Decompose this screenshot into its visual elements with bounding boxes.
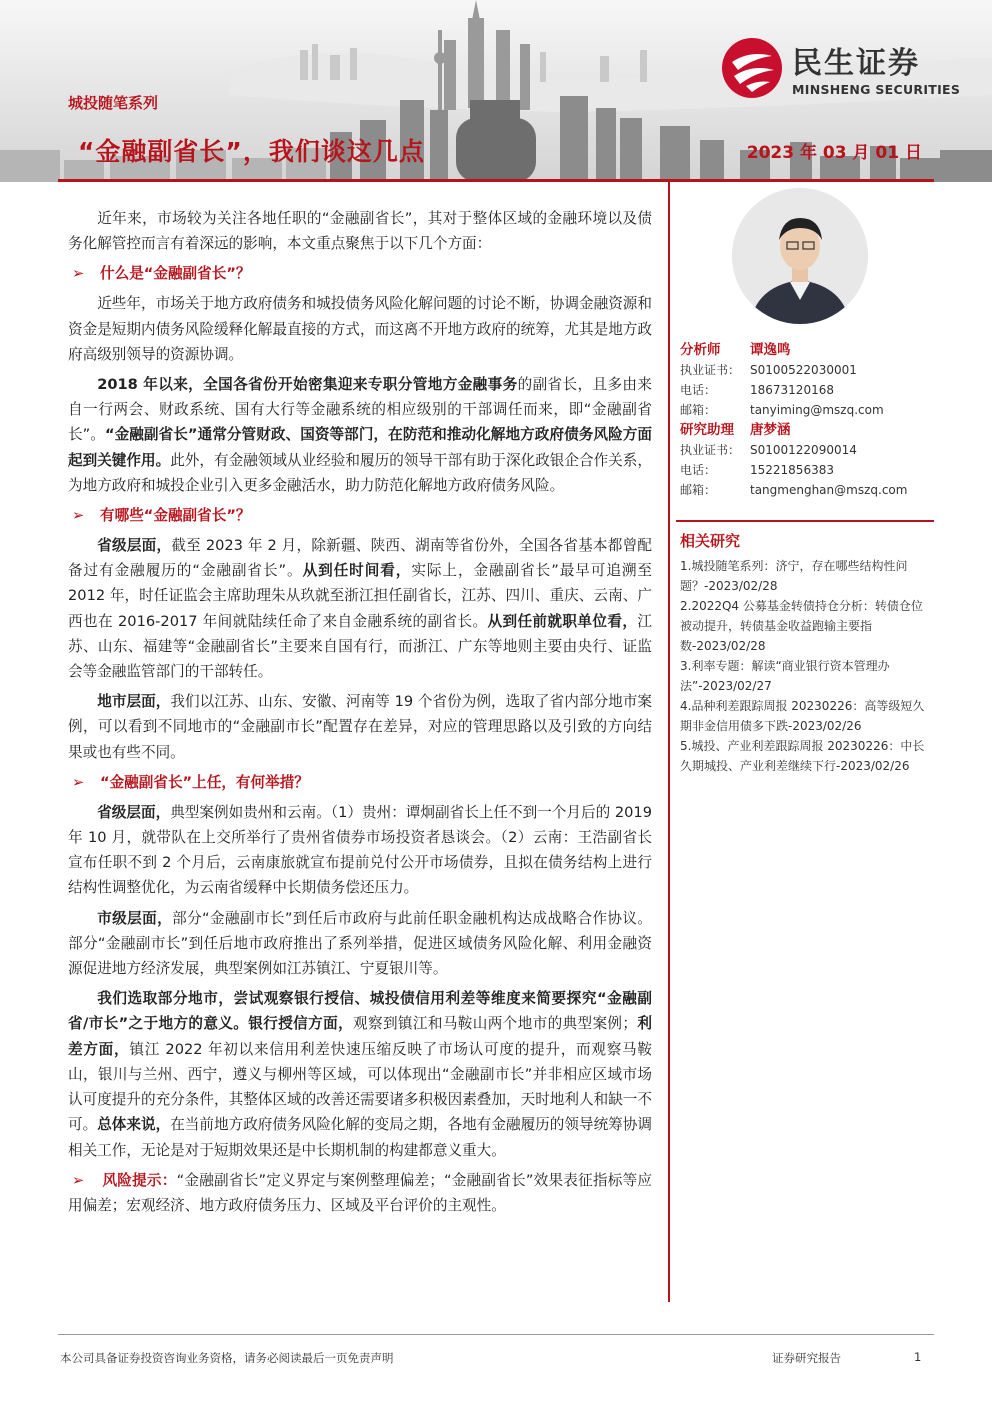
report-title: “金融副省长”，我们谈这几点 <box>78 137 425 166</box>
analyst-phone: 18673120168 <box>750 383 834 397</box>
section-heading-1 <box>68 261 652 286</box>
phone-label: 电话： <box>680 383 717 397</box>
sidebar-divider <box>676 520 934 522</box>
report-date: 2023 年 03 月 01 日 <box>746 143 922 163</box>
paragraph: 2018 年以来，全国各省份开始密集迎来专职分管地方金融事务的副省长，且多由来自一行两会、财政系统、国有大行等金融系统的相应级别的干部调任而来，即“金融副省长”。“金融副省长”通常分管财政、国资等部门，在防范和推动化解地方政府债务风险方面起到关键作用。此外，有金融领域从业经验和履历的领导干部有助于深化政银企合作关系，为地方政府和城投企业引入更多金融活水，助力防范化解地方政府债务风险。 <box>68 376 653 494</box>
paragraph: 市级层面，部分“金融副市长”到任后市政府与此前任职金融机构达成战略合作协议。部分“金融副市长”到任后地市政府推出了系列举措，促进区域债务风险化解、利用金融资源促进地方经济发展，典型案例如江苏镇江、宁夏银川等。 <box>68 909 652 978</box>
minsheng-logo-icon <box>720 36 784 100</box>
arrow-bullet-icon: ➢ <box>72 773 85 791</box>
analyst-label: 分析师 <box>680 342 721 358</box>
report-header <box>0 0 992 182</box>
risk-text: “金融副省长”定义界定与案例整理偏差；“金融副省长”效果表征指标等应用偏差；宏观经济、地方政府债务压力、区域及平台评价的主观性。 <box>68 1171 652 1214</box>
analyst-photo <box>732 188 868 324</box>
logo-chinese-name: 民生证券 <box>792 46 920 81</box>
analyst-email[interactable]: tanyiming@mszq.com <box>750 403 884 417</box>
section-heading-text: 什么是“金融副省长”？ <box>100 265 251 283</box>
phone-label: 电话： <box>680 463 717 477</box>
section-heading-text: 有哪些“金融副省长”？ <box>100 507 251 525</box>
cert-label: 执业证书： <box>680 363 741 377</box>
assistant-email[interactable]: tangmenghan@mszq.com <box>750 483 908 497</box>
footer-report-type: 证券研究报告 <box>772 1351 841 1365</box>
analyst-name: 谭逸鸣 <box>750 342 791 358</box>
page-number: 1 <box>914 1350 922 1364</box>
arrow-bullet-icon: ➢ <box>72 265 85 283</box>
assistant-label: 研究助理 <box>680 422 734 438</box>
paragraph: 近些年，市场关于地方政府债务和城投债务风险化解问题的讨论不断，协调金融资源和资金是短期内债务风险缓释化解最直接的方式，而这离不开地方政府的统筹，尤其是地方政府高级别领导的资源协调。 <box>68 295 652 363</box>
header-divider <box>58 179 934 182</box>
footer-disclaimer: 本公司具备证券投资咨询业务资格，请务必阅读最后一页免责声明 <box>60 1351 394 1365</box>
assistant-phone: 15221856383 <box>750 463 834 477</box>
related-research-item[interactable]: 5.城投、产业利差跟踪周报 20230226：中长久期城投、产业利差继续下行-2023/02/26 <box>680 739 925 773</box>
section-heading-3 <box>68 770 652 795</box>
analyst-cert: S0100522030001 <box>750 363 857 377</box>
related-research-item[interactable]: 2.2022Q4 公募基金转债持仓分析：转债仓位被动提升，转债基金收益跑输主要指数-2023/02/28 <box>680 599 923 653</box>
report-series: 城投随笔系列 <box>68 94 159 112</box>
minsheng-logo <box>720 36 970 102</box>
paragraph: 省级层面，截至 2023 年 2 月，除新疆、陕西、湖南等省份外，全国各省基本都曾配备过有金融履历的“金融副省长”。从到任时间看，实际上，金融副省长”最早可追溯至 2012 年，时任证监会主席助理朱从玖就至浙江担任副省长，江苏、四川、重庆、云南、广西也在 2016-2017 年间就陆续任命了来自金融系统的副省长。从到任前就职单位看，江苏、山东、福建等“金融副省长”主要来自国有行，而浙江、广东等地则主要由央行、证监会等金融监管部门的干部转任。 <box>68 537 652 681</box>
risk-warning <box>68 1168 652 1218</box>
section-heading-text: “金融副省长”上任，有何举措？ <box>100 773 309 791</box>
related-research-item[interactable]: 4.品种利差跟踪周报 20230226：高等级短久期非金信用债多下跌-2023/02/26 <box>680 699 925 733</box>
arrow-bullet-icon: ➢ <box>72 1171 85 1189</box>
email-label: 邮箱： <box>680 403 717 417</box>
risk-label: 风险提示： <box>102 1171 177 1189</box>
column-divider <box>668 182 670 1302</box>
footer-divider <box>58 1334 934 1335</box>
assistant-name: 唐梦涵 <box>750 422 791 438</box>
related-research-item[interactable]: 1.城投随笔系列：济宁，存在哪些结构性问题？-2023/02/28 <box>680 559 908 593</box>
cert-label: 执业证书： <box>680 443 741 457</box>
related-research-title: 相关研究 <box>680 532 741 550</box>
arrow-bullet-icon: ➢ <box>72 507 85 525</box>
author-info <box>680 340 936 500</box>
paragraph: 省级层面，典型案例如贵州和云南。（1）贵州：谭炯副省长上任不到一个月后的 2019 年 10 月，就带队在上交所举行了贵州省债券市场投资者恳谈会。（2）云南：王浩副省长宣布任职不到 2 个月后，云南康旅就宣布提前兑付公开市场债券，且拟在债务结构上进行结构性调整优化，为云南省缓释中长期债务偿还压力。 <box>68 803 652 897</box>
related-research-item[interactable]: 3.利率专题：解读“商业银行资本管理办法”-2023/02/27 <box>680 659 890 693</box>
logo-english-name: MINSHENG SECURITIES <box>792 82 961 97</box>
assistant-cert: S0100122090014 <box>750 443 857 457</box>
intro-paragraph: 近年来，市场较为关注各地任职的“金融副省长”，其对于整体区域的金融环境以及债务化解管控而言有着深远的影响，本文重点聚焦于以下几个方面： <box>68 210 652 253</box>
section-heading-2 <box>68 503 652 528</box>
paragraph: 我们选取部分地市，尝试观察银行授信、城投债信用利差等维度来简要探究“金融副省/市长”之于地方的意义。银行授信方面，观察到镇江和马鞍山两个地市的典型案例；利差方面，镇江 2022 年初以来信用利差快速压缩反映了市场认可度的提升，而观察马鞍山，银川与兰州、西宁，遵义与柳州等区域，可以体现出“金融副市长”并非相应区域市场认可度提升的充分条件，其整体区域的改善还需要诸多积极因素叠加，天时地利人和缺一不可。总体来说，在当前地方政府债务风险化解的变局之期，各地有金融履历的领导统筹协调相关工作，无论是对于短期效果还是中长期机制的构建都意义重大。 <box>68 990 652 1159</box>
paragraph: 地市层面，我们以江苏、山东、安徽、河南等 19 个省份为例，选取了省内部分地市案例，可以看到不同地市的“金融副市长”配置存在差异，对应的管理思路以及引致的方向结果或也有些不同。 <box>68 693 652 761</box>
main-body <box>68 206 652 1218</box>
email-label: 邮箱： <box>680 483 717 497</box>
related-research-list <box>680 556 934 776</box>
